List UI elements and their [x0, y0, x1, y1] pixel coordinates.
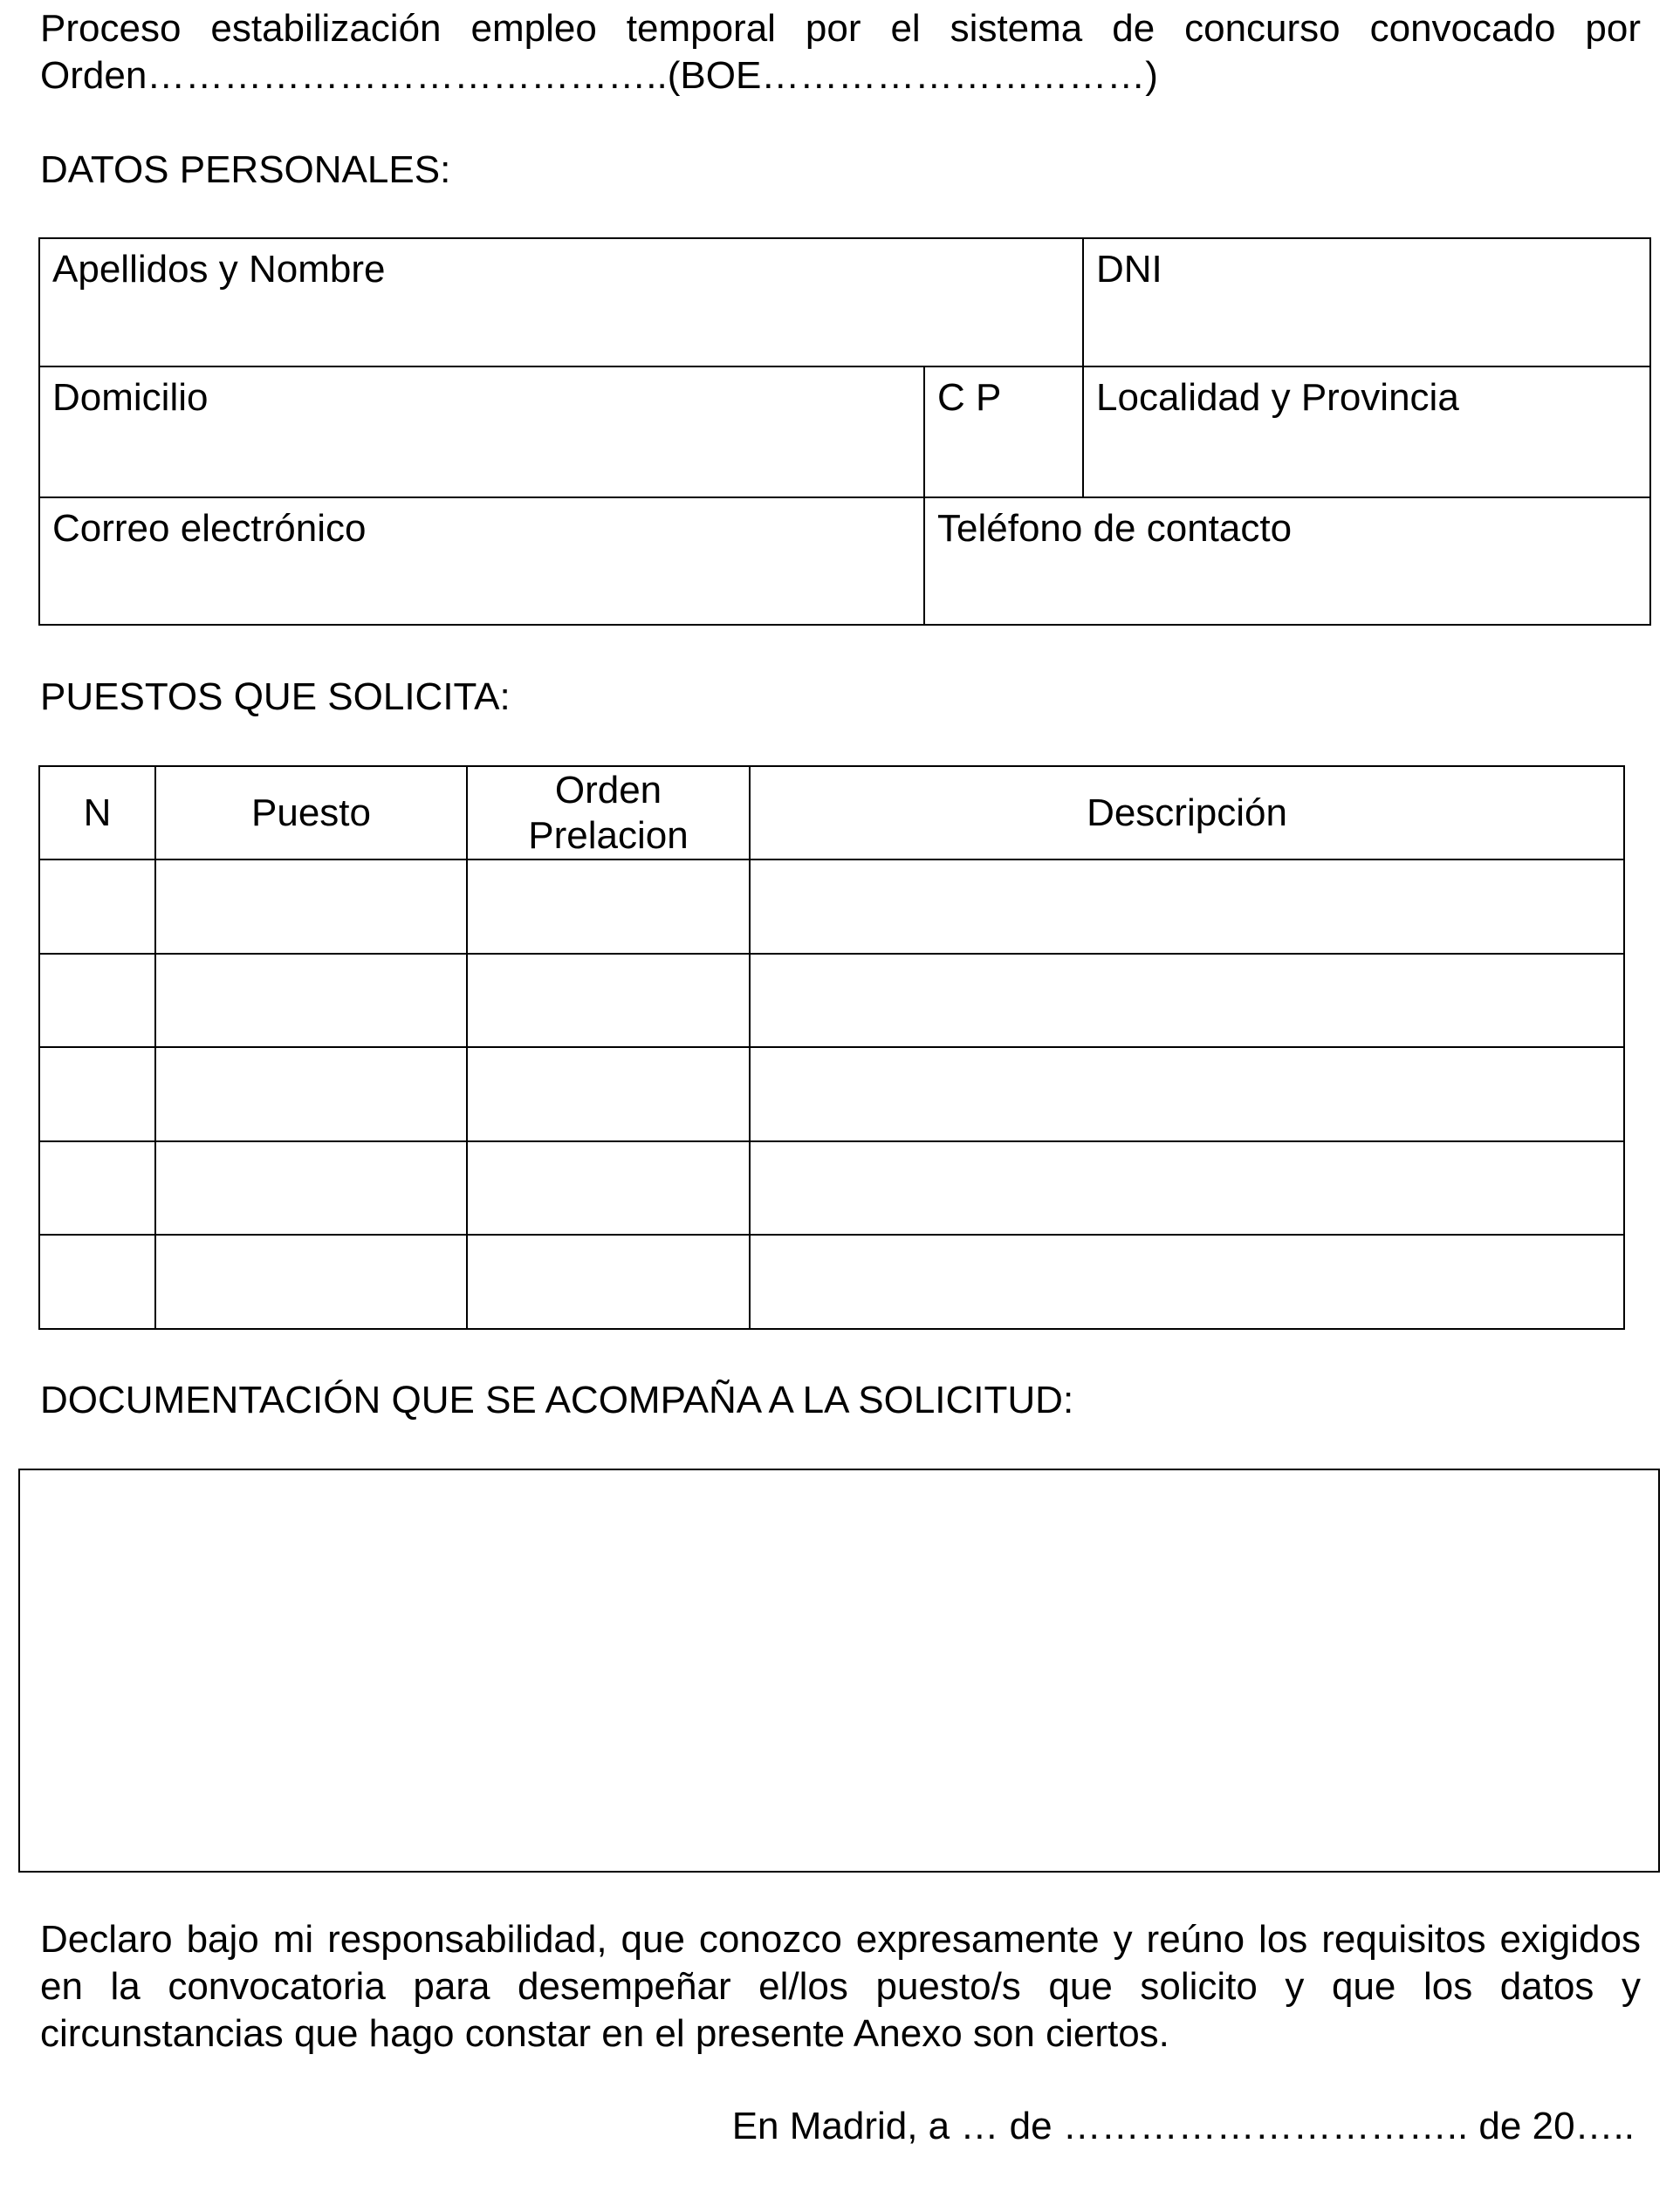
cell-puesto[interactable]	[156, 1048, 466, 1140]
cell-orden[interactable]	[468, 860, 749, 953]
personal-data-table	[38, 237, 1651, 626]
table-row	[40, 1236, 1623, 1328]
correo-label: Correo electrónico	[52, 507, 367, 550]
dni-label: DNI	[1096, 248, 1162, 291]
cell-descripcion[interactable]	[751, 1236, 1623, 1328]
table-row	[40, 1142, 1623, 1234]
column-header-descripcion	[751, 767, 1623, 859]
column-header-puesto-label: Puesto	[251, 791, 371, 834]
cell-orden[interactable]	[468, 1236, 749, 1328]
localidad-provincia-field[interactable]	[1084, 367, 1646, 495]
column-header-prelacion-label: Prelacion	[528, 813, 689, 857]
cp-field[interactable]	[925, 367, 1082, 495]
table-row	[40, 955, 1623, 1046]
intro-text: Proceso estabilización empleo temporal por el sistema de concurso convocado por Orden…………………………………..(BOE…………………………)	[40, 7, 1641, 97]
cell-n[interactable]	[40, 1048, 154, 1140]
cell-descripcion[interactable]	[751, 955, 1623, 1046]
cell-orden[interactable]	[468, 1142, 749, 1234]
cell-puesto[interactable]	[156, 860, 466, 953]
localidad-provincia-label: Localidad y Provincia	[1096, 376, 1459, 419]
signoff-date-line: En Madrid, a … de ………………………….. de 20…..	[731, 2105, 1635, 2147]
documentacion-value	[20, 1470, 32, 1477]
column-header-orden-prelacion	[468, 767, 749, 859]
cp-label: C P	[937, 376, 1002, 419]
cell-puesto[interactable]	[156, 1236, 466, 1328]
apellidos-nombre-field[interactable]	[40, 239, 1082, 364]
declaration-text: Declaro bajo mi responsabilidad, que conozco expresamente y reúno los requisitos exigidos en la convocatoria para desempeñar el/los puesto/s que solicito y que los datos y circunstancias que hago constar en el presente Anexo son ciertos.	[40, 1918, 1641, 2055]
cell-descripcion[interactable]	[751, 1048, 1623, 1140]
domicilio-label: Domicilio	[52, 376, 209, 419]
puestos-table	[38, 765, 1625, 1330]
table-row	[40, 860, 1623, 953]
cell-n[interactable]	[40, 860, 154, 953]
personal-data-heading: DATOS PERSONALES:	[40, 148, 451, 191]
correo-field[interactable]	[40, 498, 923, 624]
cell-descripcion[interactable]	[751, 1142, 1623, 1234]
cell-orden[interactable]	[468, 1048, 749, 1140]
cell-n[interactable]	[40, 955, 154, 1046]
cell-puesto[interactable]	[156, 1142, 466, 1234]
column-header-n-label: N	[83, 791, 112, 834]
cell-n[interactable]	[40, 1236, 154, 1328]
documentacion-box[interactable]	[18, 1469, 1660, 1873]
documentacion-heading: DOCUMENTACIÓN QUE SE ACOMPAÑA A LA SOLICITUD:	[40, 1379, 1074, 1421]
domicilio-field[interactable]	[40, 367, 923, 495]
column-header-orden-label: Orden	[554, 768, 662, 812]
cell-descripcion[interactable]	[751, 860, 1623, 953]
cell-n[interactable]	[40, 1142, 154, 1234]
telefono-label: Teléfono de contacto	[937, 507, 1293, 550]
cell-orden[interactable]	[468, 955, 749, 1046]
dni-field[interactable]	[1084, 239, 1646, 364]
table-row	[40, 1048, 1623, 1140]
puestos-heading: PUESTOS QUE SOLICITA:	[40, 675, 511, 718]
column-header-descripcion-label: Descripción	[1087, 791, 1287, 834]
apellidos-nombre-label: Apellidos y Nombre	[52, 248, 386, 291]
column-header-n	[40, 767, 154, 859]
telefono-field[interactable]	[925, 498, 1646, 624]
column-header-puesto	[156, 767, 466, 859]
cell-puesto[interactable]	[156, 955, 466, 1046]
